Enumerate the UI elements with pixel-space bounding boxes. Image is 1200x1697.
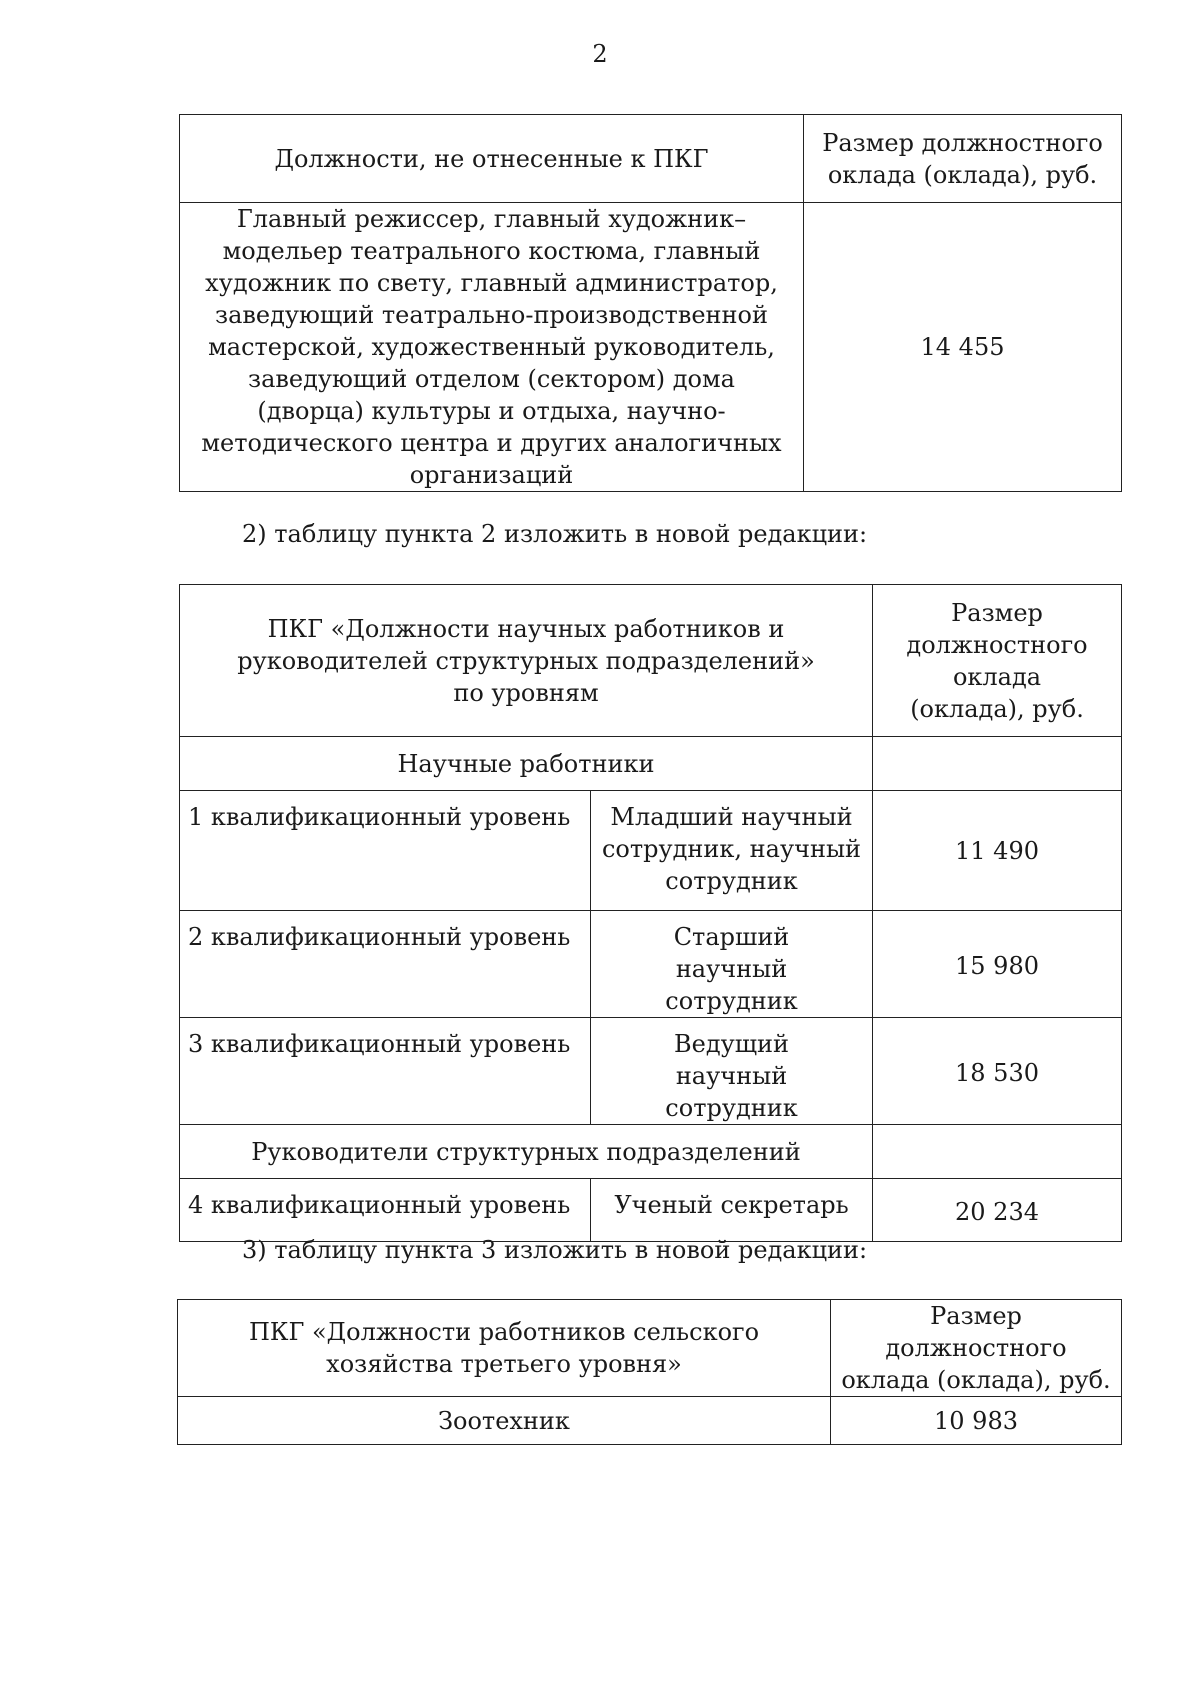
header-pkg-title: ПКГ «Должности работников сельского хозяйства третьего уровня»	[178, 1300, 831, 1397]
header-salary: Размер должностного оклада (оклада), руб.	[873, 585, 1122, 737]
salary-cell: 10 983	[831, 1397, 1122, 1445]
table-row	[178, 1397, 1122, 1445]
page-number: 2	[592, 40, 608, 68]
group-row	[180, 737, 1122, 791]
empty-cell	[873, 737, 1122, 791]
group-title: Руководители структурных подразделений	[180, 1125, 873, 1179]
level-cell: 4 квалификационный уровень	[180, 1179, 591, 1242]
header-positions: Должности, не отнесенные к ПКГ	[180, 115, 804, 203]
position-cell: Ученый секретарь	[591, 1179, 873, 1242]
paragraph-3: 3) таблицу пункта 3 изложить в новой редакции:	[242, 1236, 868, 1264]
salary-value: 14 455	[804, 203, 1122, 492]
empty-cell	[873, 1125, 1122, 1179]
salary-cell: 18 530	[873, 1018, 1122, 1125]
salary-cell: 15 980	[873, 911, 1122, 1018]
salary-cell: 11 490	[873, 791, 1122, 911]
table-row	[180, 791, 1122, 911]
paragraph-2: 2) таблицу пункта 2 изложить в новой редакции:	[242, 520, 868, 548]
level-cell: 3 квалификационный уровень	[180, 1018, 591, 1125]
table-row	[180, 1179, 1122, 1242]
position-cell: Зоотехник	[178, 1397, 831, 1445]
header-pkg-title: ПКГ «Должности научных работников и руководителей структурных подразделений» по уровням	[180, 585, 873, 737]
table-row	[180, 1018, 1122, 1125]
salary-cell: 20 234	[873, 1179, 1122, 1242]
table-header-row	[178, 1300, 1122, 1397]
table-not-in-pkg	[179, 114, 1122, 492]
table-header-row	[180, 585, 1122, 737]
table-header-row	[180, 115, 1122, 203]
position-cell: Старший научный сотрудник	[591, 911, 873, 1018]
position-cell: Ведущий научный сотрудник	[591, 1018, 873, 1125]
table-row	[180, 203, 1122, 492]
header-salary: Размер должностного оклада (оклада), руб.	[804, 115, 1122, 203]
group-title: Научные работники	[180, 737, 873, 791]
level-cell: 2 квалификационный уровень	[180, 911, 591, 1018]
header-salary: Размер должностного оклада (оклада), руб.	[831, 1300, 1122, 1397]
table-row	[180, 911, 1122, 1018]
level-cell: 1 квалификационный уровень	[180, 791, 591, 911]
table-agriculture-workers	[177, 1299, 1122, 1445]
position-cell: Младший научный сотрудник, научный сотрудник	[591, 791, 873, 911]
table-scientific-workers	[179, 584, 1122, 1242]
group-row	[180, 1125, 1122, 1179]
positions-list: Главный режиссер, главный художник–модельер театрального костюма, главный художник по свету, главный администратор, заведующий театрально-производственной мастерской, художественный руководитель, заведующий отделом (сектором) дома (дворца) культуры и отдыха, научно-методического центра и других аналогичных организаций	[180, 203, 804, 492]
